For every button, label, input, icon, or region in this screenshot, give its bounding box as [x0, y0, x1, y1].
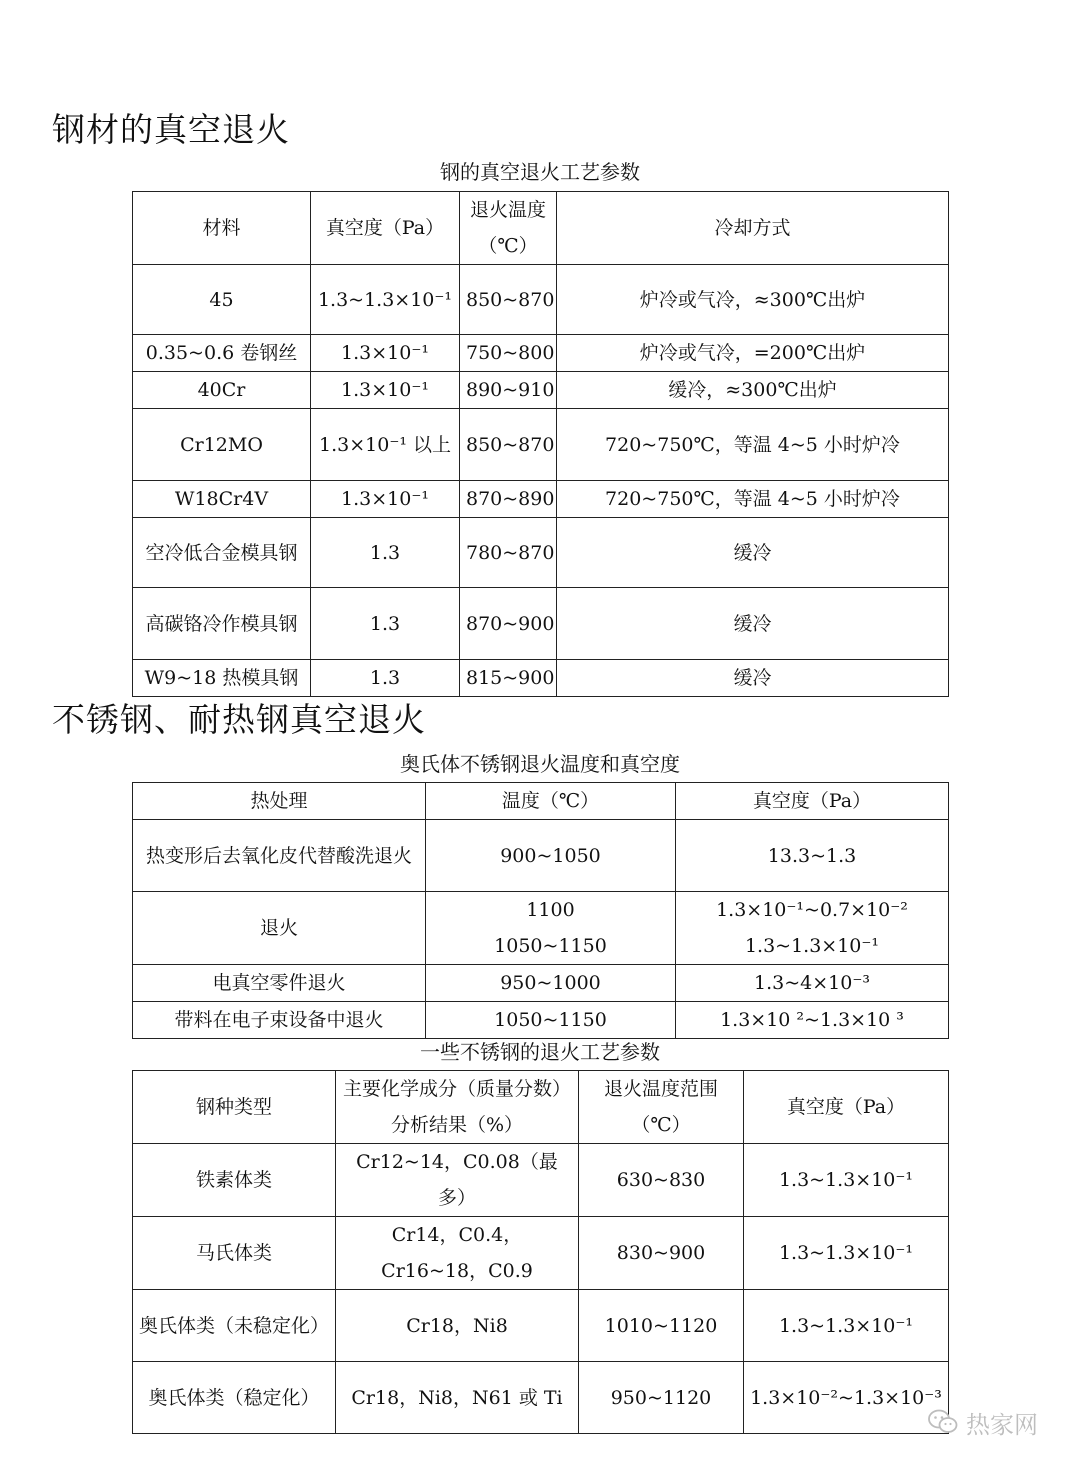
cell-material: Cr12MO — [133, 409, 311, 481]
cell-temperature: 950~1000 — [426, 965, 676, 1002]
table-row — [133, 372, 949, 409]
cell-vacuum — [676, 892, 949, 965]
watermark-text: 热家网 — [966, 1410, 1038, 1439]
table-header-row — [133, 192, 949, 265]
cell-cooling: 炉冷或气冷，=200℃出炉 — [557, 335, 949, 372]
cell-steel-type: 奥氏体类（稳定化） — [133, 1362, 336, 1434]
cell-material: 45 — [133, 265, 311, 335]
cell-composition: Cr12~14，C0.08（最多） — [336, 1144, 579, 1217]
table-row — [133, 660, 949, 697]
watermark — [928, 1404, 1038, 1440]
cell-material: 40Cr — [133, 372, 311, 409]
cell-composition: Cr18，Ni8 — [336, 1290, 579, 1362]
header-vacuum: 真空度（Pa） — [744, 1071, 949, 1144]
cell-temperature: 890~910 — [460, 372, 557, 409]
cell-vacuum: 13.3~1.3 — [676, 820, 949, 892]
cell-cooling: 缓冷，≈300℃出炉 — [557, 372, 949, 409]
austenitic-annealing-table — [132, 782, 949, 1039]
cell-temperature: 850~870 — [460, 265, 557, 335]
cell-vacuum: 1.3×10 ²~1.3×10 ³ — [676, 1002, 949, 1039]
cell-temperature: 830~900 — [579, 1217, 744, 1290]
table-row — [133, 588, 949, 660]
cell-temperature: 780~870 — [460, 518, 557, 588]
cell-steel-type: 铁素体类 — [133, 1144, 336, 1217]
cell-vacuum: 1.3~4×10⁻³ — [676, 965, 949, 1002]
cell-vacuum: 1.3 — [311, 660, 460, 697]
vacuum-line: 1.3~1.3×10⁻¹ — [744, 935, 880, 957]
table-row — [133, 1144, 949, 1217]
section-heading-steel-vacuum-annealing: 钢材的真空退火 — [52, 110, 290, 149]
table-caption-steel-vacuum-annealing: 钢的真空退火工艺参数 — [440, 160, 640, 184]
header-temperature-range: 退火温度范围（℃） — [579, 1071, 744, 1144]
cell-treatment: 带料在电子束设备中退火 — [133, 1002, 426, 1039]
cell-vacuum: 1.3×10⁻²~1.3×10⁻³ — [744, 1362, 949, 1434]
cell-cooling: 缓冷 — [557, 660, 949, 697]
cell-temperature: 630~830 — [579, 1144, 744, 1217]
table-header-row — [133, 783, 949, 820]
cell-vacuum: 1.3~1.3×10⁻¹ — [744, 1144, 949, 1217]
table-row — [133, 409, 949, 481]
table-row — [133, 335, 949, 372]
header-temperature: 温度（℃） — [426, 783, 676, 820]
table-header-row — [133, 1071, 949, 1144]
cell-material: W9~18 热模具钢 — [133, 660, 311, 697]
cell-vacuum: 1.3×10⁻¹ — [311, 335, 460, 372]
cell-cooling: 720~750℃，等温 4~5 小时炉冷 — [557, 409, 949, 481]
wechat-icon — [928, 1409, 958, 1435]
table-row — [133, 1002, 949, 1039]
table-row — [133, 265, 949, 335]
section-heading-stainless-vacuum-annealing: 不锈钢、耐热钢真空退火 — [52, 700, 426, 739]
cell-cooling: 炉冷或气冷，≈300℃出炉 — [557, 265, 949, 335]
cell-composition: Cr18，Ni8，N61 或 Ti — [336, 1362, 579, 1434]
temperature-line: 1050~1150 — [494, 935, 607, 957]
header-material: 材料 — [133, 192, 311, 265]
table-row — [133, 1290, 949, 1362]
cell-temperature: 870~900 — [460, 588, 557, 660]
table-row — [133, 892, 949, 965]
table-row — [133, 1362, 949, 1434]
cell-vacuum: 1.3~1.3×10⁻¹ — [744, 1290, 949, 1362]
table-row — [133, 1217, 949, 1290]
cell-cooling: 720~750℃，等温 4~5 小时炉冷 — [557, 481, 949, 518]
cell-composition: Cr14，C0.4，Cr16~18，C0.9 — [336, 1217, 579, 1290]
cell-vacuum: 1.3~1.3×10⁻¹ — [744, 1217, 949, 1290]
temperature-line: 1100 — [526, 899, 575, 921]
table-caption-stainless: 一些不锈钢的退火工艺参数 — [420, 1040, 660, 1064]
steel-annealing-table — [132, 191, 949, 697]
cell-vacuum: 1.3×10⁻¹ 以上 — [311, 409, 460, 481]
cell-temperature: 870~890 — [460, 481, 557, 518]
cell-temperature: 1010~1120 — [579, 1290, 744, 1362]
cell-cooling: 缓冷 — [557, 518, 949, 588]
cell-temperature: 750~800 — [460, 335, 557, 372]
cell-treatment: 热变形后去氧化皮代替酸洗退火 — [133, 820, 426, 892]
cell-steel-type: 马氏体类 — [133, 1217, 336, 1290]
header-cooling: 冷却方式 — [557, 192, 949, 265]
cell-cooling: 缓冷 — [557, 588, 949, 660]
cell-material: 空冷低合金模具钢 — [133, 518, 311, 588]
cell-material: W18Cr4V — [133, 481, 311, 518]
table-row — [133, 481, 949, 518]
cell-temperature: 1050~1150 — [426, 1002, 676, 1039]
cell-temperature: 950~1120 — [579, 1362, 744, 1434]
cell-vacuum: 1.3×10⁻¹ — [311, 372, 460, 409]
table-row — [133, 820, 949, 892]
cell-vacuum: 1.3×10⁻¹ — [311, 481, 460, 518]
header-vacuum: 真空度（Pa） — [676, 783, 949, 820]
stainless-annealing-table — [132, 1070, 949, 1434]
header-treatment: 热处理 — [133, 783, 426, 820]
cell-temperature: 815~900 — [460, 660, 557, 697]
cell-steel-type: 奥氏体类（未稳定化） — [133, 1290, 336, 1362]
cell-treatment: 退火 — [133, 892, 426, 965]
cell-temperature — [426, 892, 676, 965]
header-composition: 主要化学成分（质量分数）分析结果（%） — [336, 1071, 579, 1144]
header-vacuum: 真空度（Pa） — [311, 192, 460, 265]
table-row — [133, 518, 949, 588]
table-row — [133, 965, 949, 1002]
cell-material: 高碳铬冷作模具钢 — [133, 588, 311, 660]
cell-treatment: 电真空零件退火 — [133, 965, 426, 1002]
cell-material: 0.35~0.6 卷钢丝 — [133, 335, 311, 372]
cell-temperature: 850~870 — [460, 409, 557, 481]
cell-temperature: 900~1050 — [426, 820, 676, 892]
header-steel-type: 钢种类型 — [133, 1071, 336, 1144]
table-caption-austenitic: 奥氏体不锈钢退火温度和真空度 — [400, 752, 680, 776]
cell-vacuum: 1.3 — [311, 588, 460, 660]
cell-vacuum: 1.3~1.3×10⁻¹ — [311, 265, 460, 335]
vacuum-line: 1.3×10⁻¹~0.7×10⁻² — [716, 899, 908, 921]
header-temperature: 退火温度（℃） — [460, 192, 557, 265]
cell-vacuum: 1.3 — [311, 518, 460, 588]
